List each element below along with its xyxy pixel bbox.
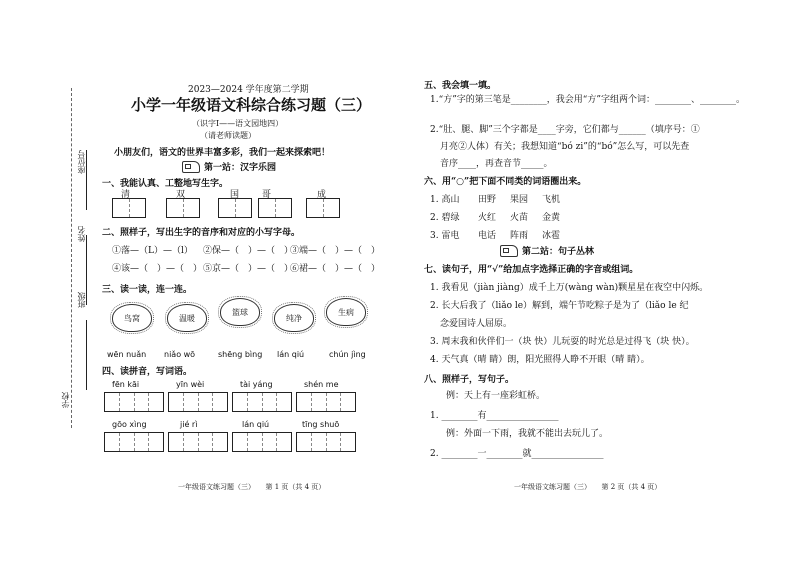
station-1-heading — [182, 160, 276, 173]
q1-char-4: 哥 — [262, 190, 272, 200]
station-2-label: 第二站：句子丛林 — [522, 247, 595, 257]
writing-grid[interactable] — [258, 198, 292, 218]
q2-item: ③端—（ ）—（ ） — [290, 246, 381, 256]
cut-line — [71, 88, 72, 428]
q3-pinyin[interactable]: lán qiú — [277, 350, 305, 359]
q2-item: ⑤京—（ ）—（ ） — [203, 264, 294, 274]
q2-item: ④该—（ ）—（ ） — [112, 264, 203, 274]
q6-word[interactable]: 冰雹 — [542, 231, 561, 241]
q6-word[interactable]: 果园 — [510, 195, 529, 205]
q4-pinyin: gōo xìng — [112, 420, 147, 429]
word-cloud[interactable]: 温暖 — [167, 304, 207, 332]
writing-grid[interactable] — [218, 198, 252, 218]
q4-pinyin: tīng shuō — [302, 420, 340, 429]
q7-item-1: 1. 我看见（jiàn jiàng）成千上万(wàng wàn)颗星星在夜空中闪烁。 — [430, 283, 709, 293]
word-cloud[interactable]: 纯净 — [274, 304, 314, 332]
q6-word[interactable]: 飞机 — [542, 195, 561, 205]
question-1: 一、我能认真、工整地写生字。 — [102, 179, 229, 189]
q6-word[interactable]: 金黄 — [542, 213, 561, 223]
q1-char-3: 国 — [230, 190, 240, 200]
q6-word[interactable]: 火红 — [478, 213, 497, 223]
q7-item-2-line2: 念爱国诗人屈原。 — [440, 319, 513, 329]
q1-char-2: 双 — [176, 190, 186, 200]
answer-grid[interactable] — [232, 432, 292, 452]
q6-word[interactable]: 电话 — [478, 231, 497, 241]
station-2-heading — [500, 244, 594, 257]
answer-grid[interactable] — [296, 432, 356, 452]
question-3: 三、读一读，连一连。 — [102, 285, 193, 295]
q3-pinyin[interactable]: chún jìng — [329, 350, 366, 359]
q4-pinyin: shén me — [304, 380, 339, 389]
q4-pinyin: fēn kāi — [112, 380, 140, 389]
range-note: （识字Ⅰ——语文园地四） — [192, 119, 284, 128]
q6-word[interactable]: 火苗 — [510, 213, 529, 223]
q5-item-2-line3: 音序____，再查音节_____。 — [440, 159, 553, 169]
train-icon — [500, 245, 518, 257]
word-cloud[interactable]: 鸟窝 — [112, 304, 152, 332]
class-label: 班级 — [77, 292, 86, 308]
q3-pinyin[interactable]: niǎo wō — [164, 350, 196, 359]
seat-label: 座位号 — [77, 150, 86, 174]
q7-item-2: 2. 长大后我了（liǎo le）解到，端午节吃粽子是为了（liǎo le 纪 — [430, 301, 689, 311]
school-label: 学校 — [61, 392, 70, 408]
answer-grid[interactable] — [296, 392, 356, 412]
q7-item-3: 3. 周末我和伙伴们一（块 快）儿玩耍的时光总是过得飞（块 快）。 — [430, 337, 695, 347]
answer-grid[interactable] — [104, 392, 164, 412]
q4-pinyin: jié rì — [180, 420, 198, 429]
writing-grid[interactable] — [112, 198, 146, 218]
q8-item-2[interactable]: 2. ________一________就________________ — [430, 449, 604, 459]
question-6: 六、用“○”把下面不同类的词语圈出来。 — [424, 177, 587, 187]
page-footer: 一年级语文练习题（三） 第 2 页（共 4 页） — [514, 483, 662, 491]
question-5: 五、我会填一填。 — [424, 81, 497, 91]
q3-pinyin[interactable]: shēng bìng — [218, 350, 263, 359]
q8-example-2: 例：外面一下雨，我就不能出去玩儿了。 — [446, 429, 609, 439]
answer-grid[interactable] — [104, 432, 164, 452]
question-8: 八、照样子，写句子。 — [424, 375, 515, 385]
word-cloud[interactable]: 生病 — [326, 298, 366, 326]
question-4: 四、读拼音，写词语。 — [102, 367, 193, 377]
page-title: 小学一年级语文科综合练习题（三） — [131, 96, 372, 114]
q4-pinyin: yīn wèi — [176, 380, 205, 389]
q5-item-2-line2: 月亮②人体）有关；我想知道“bó zi”的“bó”怎么写，可以先查 — [440, 142, 690, 152]
q8-example-1: 例：天上有一座彩虹桥。 — [446, 391, 546, 401]
q8-item-1[interactable]: 1. ________有________________ — [430, 411, 559, 421]
station-1-label: 第一站：汉字乐园 — [204, 163, 277, 173]
q1-char-5: 成 — [317, 190, 327, 200]
q3-pinyin[interactable]: wēn nuǎn — [107, 350, 147, 359]
q5-item-2: 2.“肚、腿、脚”三个字都是____字旁，它们都与______（填序号：① — [430, 125, 700, 135]
writing-grid[interactable] — [166, 198, 200, 218]
class-field-line — [86, 320, 87, 390]
q6-word[interactable]: 田野 — [478, 195, 497, 205]
q7-item-4: 4. 天气真（晴 睛）朗，阳光照得人睁不开眼（晴 睛）。 — [430, 355, 650, 365]
answer-grid[interactable] — [168, 392, 228, 412]
q2-item: ⑥裙—（ ）—（ ） — [290, 264, 381, 274]
q4-pinyin: lán qiú — [242, 420, 270, 429]
question-7: 七、读句子，用“√”给加点字选择正确的字音或组词。 — [424, 265, 639, 275]
intro-text: 小朋友们，语文的世界丰富多彩，我们一起来探索吧！ — [114, 148, 331, 158]
q6-word[interactable]: 阵雨 — [510, 231, 529, 241]
answer-grid[interactable] — [232, 392, 292, 412]
q6-word[interactable]: 2. 碧绿 — [430, 213, 460, 223]
question-2: 二、照样子，写出生字的音序和对应的小写字母。 — [102, 228, 301, 238]
q1-char-1: 清 — [121, 190, 131, 200]
school-year: 2023—2024 学年度第二学期 — [188, 85, 309, 95]
train-icon — [182, 161, 200, 173]
q2-item: ②保—（ ）—（ ） — [203, 246, 294, 256]
page-footer: 一年级语文练习题（三） 第 1 页（共 4 页） — [178, 483, 326, 491]
read-note: （请老师读题） — [200, 131, 256, 140]
q5-item-1: 1.“方”字的第三笔是________，我会用“方”字组两个词：________、________。 — [430, 95, 745, 105]
q6-word[interactable]: 1. 高山 — [430, 195, 460, 205]
word-cloud[interactable]: 篮球 — [220, 298, 260, 326]
writing-grid[interactable] — [306, 198, 340, 218]
name-label: 姓名 — [77, 226, 86, 242]
answer-grid[interactable] — [168, 432, 228, 452]
q6-word[interactable]: 3. 雷电 — [430, 231, 460, 241]
q2-item: ①落—（L）—（l） — [112, 246, 193, 256]
q4-pinyin: tài yáng — [240, 380, 273, 389]
